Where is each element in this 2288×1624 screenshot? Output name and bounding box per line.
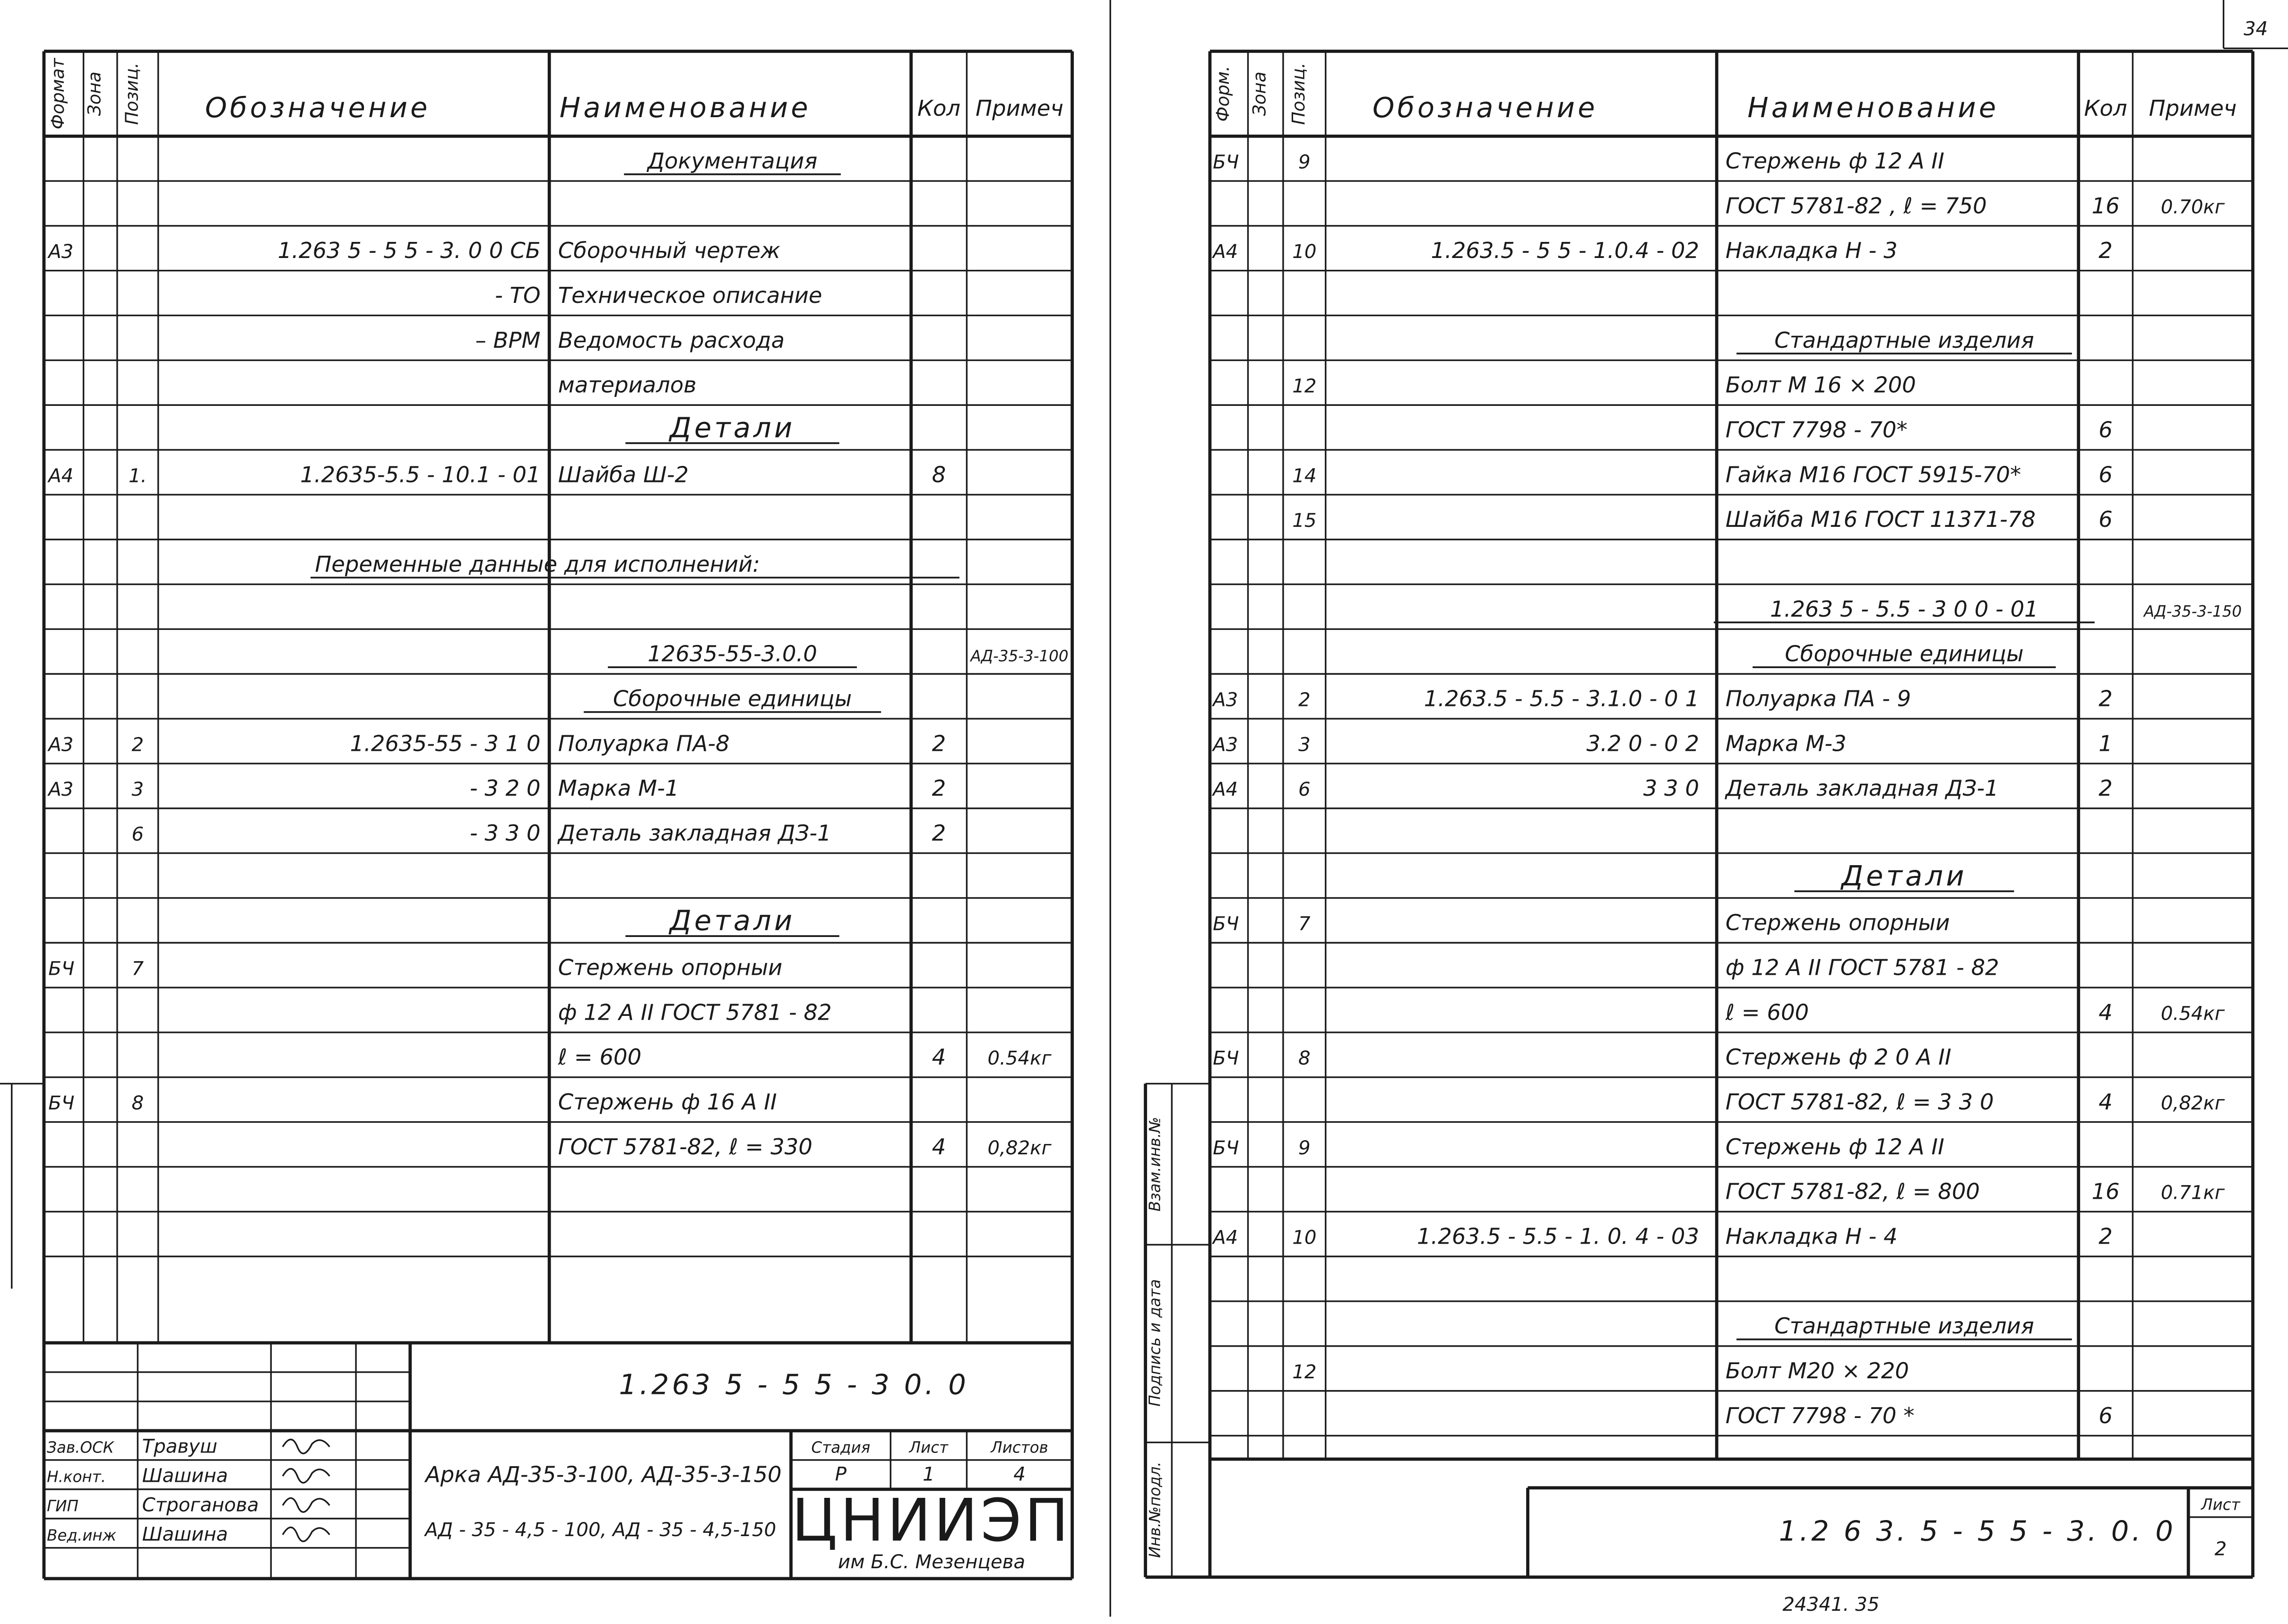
cell-quantity: 2 xyxy=(932,730,946,756)
cell-quantity: 4 xyxy=(932,1044,946,1070)
cell-name: Марка М-1 xyxy=(558,775,679,801)
cell-name: ф 12 А II ГОСТ 5781 - 82 xyxy=(558,999,832,1025)
footer-sheet-label: Лист xyxy=(2201,1495,2240,1514)
cell-name: ℓ = 600 xyxy=(558,1044,642,1070)
cell-note: 0,82кг xyxy=(987,1137,1052,1159)
signer-name: Шашина xyxy=(142,1465,228,1487)
cell-name: Стандартные изделия xyxy=(1774,1313,2034,1339)
cell-designation: 1.263.5 - 5 5 - 1.0.4 - 02 xyxy=(1431,238,1700,264)
cell-name: Детали xyxy=(669,411,795,444)
organization-name: ЦНИИЭП xyxy=(792,1487,1072,1555)
cell-name: ГОСТ 5781-82, ℓ = 800 xyxy=(1725,1178,1980,1204)
signer-name: Шашина xyxy=(142,1523,228,1546)
cell-name: ℓ = 600 xyxy=(1725,999,1809,1025)
cell-name: Полуарка ПА - 9 xyxy=(1725,686,1911,712)
cell-format: БЧ xyxy=(1213,1048,1239,1070)
footer-code: 1.2 6 3. 5 - 5 5 - 3. 0. 0 xyxy=(1779,1514,2176,1547)
cell-format: А3 xyxy=(48,241,74,263)
cell-designation: 1.2635-55 - 3 1 0 xyxy=(350,730,541,756)
right-specification-sheet xyxy=(1146,51,2253,1577)
cell-quantity: 2 xyxy=(2098,775,2113,801)
signature-scribble xyxy=(283,1527,329,1541)
cell-quantity: 6 xyxy=(2098,417,2113,443)
title-description: АД - 35 - 4,5 - 100, АД - 35 - 4,5-150 xyxy=(425,1519,777,1541)
header-position: Позиц. xyxy=(1287,62,1309,125)
cell-format: А3 xyxy=(1213,689,1238,711)
sheets-value: 4 xyxy=(1013,1463,1026,1486)
cell-name: Техническое описание xyxy=(558,283,822,309)
cell-name: Сборочный чертеж xyxy=(558,238,780,264)
cell-name: ГОСТ 5781-82, ℓ = 330 xyxy=(558,1134,812,1160)
signer-name: Травуш xyxy=(142,1435,217,1458)
cell-format: А3 xyxy=(1213,734,1238,756)
signature-scribble xyxy=(283,1469,329,1483)
cell-designation: - ТО xyxy=(495,283,541,309)
cell-name: Стержень опорныи xyxy=(1725,910,1950,936)
header-quantity: Кол xyxy=(917,95,961,121)
cell-name: 1.263 5 - 5.5 - 3 0 0 - 01 xyxy=(1770,596,2038,622)
cell-format: А4 xyxy=(1213,1227,1238,1249)
signer-role: Н.конт. xyxy=(47,1468,106,1486)
cell-name: Шайба М16 ГОСТ 11371-78 xyxy=(1725,507,2036,533)
cell-position: 8 xyxy=(131,1092,144,1115)
cell-designation: 1.263.5 - 5.5 - 1. 0. 4 - 03 xyxy=(1416,1223,1700,1249)
signer-name: Строганова xyxy=(142,1494,259,1516)
cell-position: 7 xyxy=(131,958,144,980)
stage-label: Стадия xyxy=(811,1438,871,1457)
header-zone: Зона xyxy=(84,71,105,116)
cell-quantity: 2 xyxy=(2098,1223,2113,1249)
cell-designation: 1.263.5 - 5.5 - 3.1.0 - 0 1 xyxy=(1424,686,1700,712)
cell-note: АД-35-3-150 xyxy=(2143,602,2242,620)
cell-quantity: 2 xyxy=(932,820,946,846)
cell-name: Детали xyxy=(669,904,795,937)
title-block-code: 1.263 5 - 5 5 - 3 0. 0 xyxy=(619,1368,969,1401)
cell-format: А4 xyxy=(1213,241,1238,263)
sheet-value: 1 xyxy=(923,1463,935,1486)
cell-name: Стержень ф 12 А II xyxy=(1725,148,1944,174)
header-position: Позиц. xyxy=(121,62,142,125)
cell-name: ГОСТ 5781-82 , ℓ = 750 xyxy=(1725,193,1987,219)
header-name: Наименование xyxy=(559,91,811,124)
cell-designation: 3 3 0 xyxy=(1643,775,1700,801)
side-stamp-label: Инв.№подл. xyxy=(1146,1461,1164,1558)
cell-format: БЧ xyxy=(1213,151,1239,173)
cell-name: Сборочные единицы xyxy=(613,686,852,712)
cell-name: Марка М-3 xyxy=(1725,730,1847,756)
cell-name: Болт М20 × 220 xyxy=(1725,1358,1909,1384)
cell-name: ГОСТ 7798 - 70* xyxy=(1725,417,1908,443)
cell-span-heading: Переменные данные для исполнений: xyxy=(315,551,760,577)
cell-name: 12635-55-3.0.0 xyxy=(648,641,817,667)
cell-name: Болт М 16 × 200 xyxy=(1725,372,1916,398)
footer-sheet-number: 2 xyxy=(2214,1538,2227,1560)
header-name: Наименование xyxy=(1747,91,1999,124)
title-description: Арка АД-35-3-100, АД-35-3-150 xyxy=(425,1461,782,1487)
side-stamp-label: Подпись и дата xyxy=(1146,1279,1164,1407)
cell-name: Гайка М16 ГОСТ 5915-70* xyxy=(1725,462,2021,488)
cell-quantity: 8 xyxy=(932,462,946,488)
cell-designation: 1.2635-5.5 - 10.1 - 01 xyxy=(300,462,541,488)
header-note: Примеч xyxy=(2149,95,2237,121)
cell-position: 2 xyxy=(1298,689,1311,711)
cell-quantity: 6 xyxy=(2098,462,2113,488)
cell-name: Стержень опорныи xyxy=(558,954,783,980)
cell-name: ГОСТ 7798 - 70 * xyxy=(1725,1402,1915,1428)
cell-position: 12 xyxy=(1292,375,1317,397)
side-stamp-label: Взам.инв.№ xyxy=(1146,1117,1164,1212)
cell-name: Стандартные изделия xyxy=(1774,327,2034,353)
signature-scribble xyxy=(283,1498,329,1512)
cell-quantity: 4 xyxy=(2098,1089,2113,1115)
signer-role: Зав.ОСК xyxy=(47,1438,114,1457)
header-note: Примеч xyxy=(976,95,1063,121)
cell-format: БЧ xyxy=(1213,913,1239,935)
cell-name: Шайба Ш-2 xyxy=(558,462,689,488)
cell-position: 8 xyxy=(1298,1048,1311,1070)
cell-position: 15 xyxy=(1292,510,1317,532)
signer-role: ГИП xyxy=(47,1497,79,1515)
cell-name: ф 12 А II ГОСТ 5781 - 82 xyxy=(1725,954,1999,980)
cell-name: ГОСТ 5781-82, ℓ = 3 3 0 xyxy=(1725,1089,1994,1115)
archive-number: 24341. 35 xyxy=(1782,1594,1880,1616)
header-format: Формат xyxy=(47,58,68,129)
signature-scribble xyxy=(283,1440,329,1454)
cell-position: 9 xyxy=(1298,1137,1311,1159)
cell-position: 1. xyxy=(129,465,147,487)
cell-quantity: 4 xyxy=(2098,999,2113,1025)
cell-note: 0.71кг xyxy=(2160,1182,2225,1204)
cell-quantity: 16 xyxy=(2091,193,2120,219)
cell-format: А3 xyxy=(48,779,74,801)
cell-name: материалов xyxy=(558,372,697,398)
corner-page-number: 34 xyxy=(2244,18,2268,40)
cell-designation: 1.263 5 - 5 5 - 3. 0 0 СБ xyxy=(277,238,541,264)
cell-quantity: 2 xyxy=(932,775,946,801)
header-designation: Обозначение xyxy=(205,91,431,124)
cell-position: 14 xyxy=(1292,465,1317,487)
cell-quantity: 6 xyxy=(2098,507,2113,533)
cell-name: Детали xyxy=(1841,859,1967,892)
cell-position: 10 xyxy=(1292,1227,1317,1249)
cell-quantity: 2 xyxy=(2098,238,2113,264)
sheet-label: Лист xyxy=(909,1438,949,1457)
cell-position: 7 xyxy=(1298,913,1311,935)
cell-note: 0.54кг xyxy=(987,1048,1052,1070)
cell-name: Накладка Н - 4 xyxy=(1725,1223,1898,1249)
header-format: Форм. xyxy=(1212,66,1234,122)
cell-position: 2 xyxy=(131,734,144,756)
cell-designation: - 3 3 0 xyxy=(469,820,541,846)
cell-position: 6 xyxy=(1298,779,1311,801)
cell-name: Сборочные единицы xyxy=(1785,641,2024,667)
cell-format: А3 xyxy=(48,734,74,756)
cell-position: 3 xyxy=(131,779,144,801)
cell-name: Полуарка ПА-8 xyxy=(558,730,730,756)
organization-subtitle: им Б.С. Мезенцева xyxy=(838,1551,1026,1573)
header-quantity: Кол xyxy=(2084,95,2127,121)
cell-designation: – ВРМ xyxy=(475,327,541,353)
cell-note: 0.54кг xyxy=(2160,1003,2225,1025)
cell-note: 0.70кг xyxy=(2160,196,2225,218)
header-designation: Обозначение xyxy=(1372,91,1598,124)
cell-quantity: 6 xyxy=(2098,1402,2113,1428)
cell-quantity: 2 xyxy=(2098,686,2113,712)
cell-format: А4 xyxy=(1213,779,1238,801)
cell-name: Стержень ф 2 0 А II xyxy=(1725,1044,1951,1070)
cell-designation: - 3 2 0 xyxy=(469,775,541,801)
cell-name: Деталь закладная ДЗ-1 xyxy=(558,820,831,846)
sheets-label: Листов xyxy=(991,1438,1048,1457)
cell-format: А4 xyxy=(48,465,74,487)
signer-role: Вед.инж xyxy=(47,1526,117,1545)
cell-name: Ведомость расхода xyxy=(558,327,785,353)
cell-quantity: 16 xyxy=(2091,1178,2120,1204)
cell-name: Накладка Н - 3 xyxy=(1725,238,1898,264)
cell-name: Документация xyxy=(647,148,818,174)
cell-note: АД-35-3-100 xyxy=(970,647,1069,665)
cell-quantity: 1 xyxy=(2098,730,2113,756)
cell-position: 3 xyxy=(1298,734,1311,756)
cell-format: БЧ xyxy=(48,958,75,980)
cell-name: Деталь закладная ДЗ-1 xyxy=(1725,775,1999,801)
left-specification-sheet xyxy=(0,51,1072,1578)
cell-position: 12 xyxy=(1292,1361,1317,1383)
cell-name: Стержень ф 12 А II xyxy=(1725,1134,1944,1160)
cell-format: БЧ xyxy=(48,1092,75,1115)
cell-note: 0,82кг xyxy=(2160,1092,2225,1115)
stage-value: Р xyxy=(835,1463,847,1486)
cell-designation: 3.2 0 - 0 2 xyxy=(1586,730,1700,756)
cell-position: 6 xyxy=(131,824,144,846)
cell-name: Стержень ф 16 А II xyxy=(558,1089,777,1115)
header-zone: Зона xyxy=(1249,71,1270,116)
cell-quantity: 4 xyxy=(932,1134,946,1160)
cell-position: 9 xyxy=(1298,151,1311,173)
cell-position: 10 xyxy=(1292,241,1317,263)
cell-format: БЧ xyxy=(1213,1137,1239,1159)
